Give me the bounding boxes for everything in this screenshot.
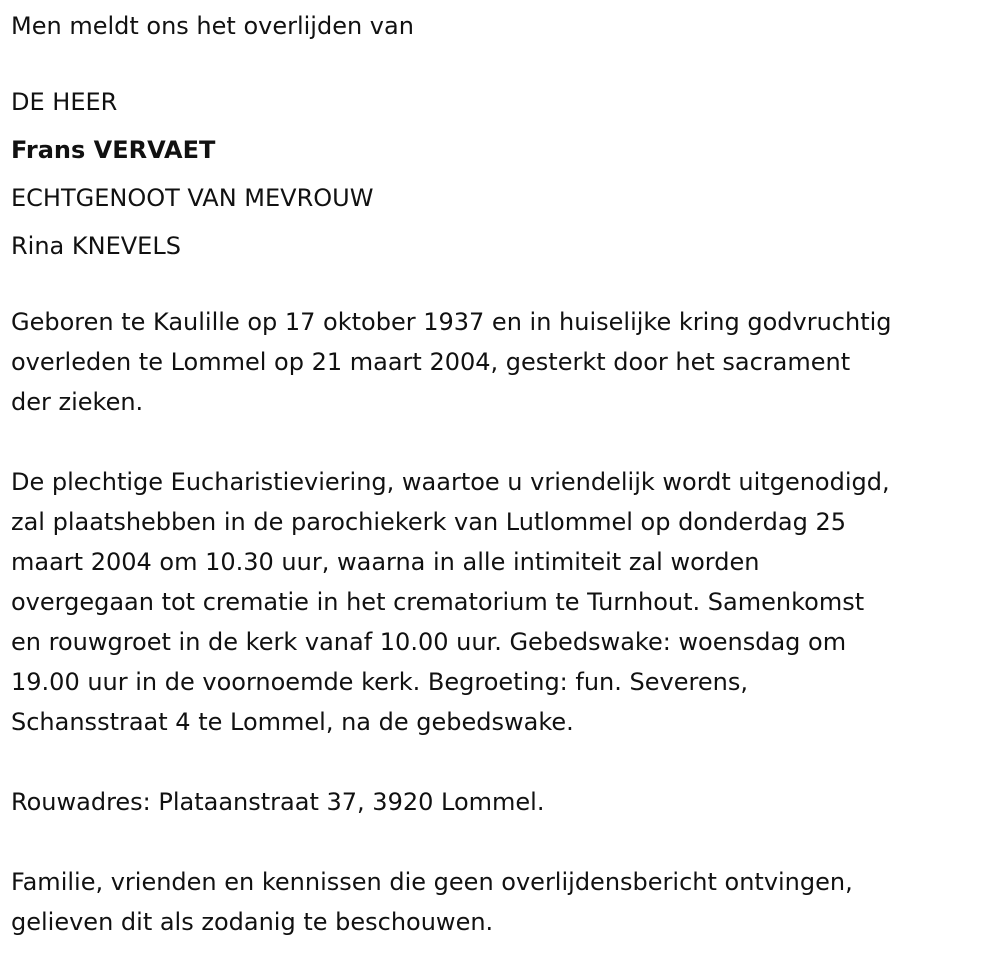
title-prefix: DE HEER <box>11 88 118 116</box>
address-paragraph <box>11 782 996 822</box>
ceremony-line: De plechtige Eucharistieviering, waartoe u vriendelijk wordt uitgenodigd, <box>11 468 890 496</box>
spacer <box>11 270 1000 302</box>
deceased-name: Frans VERVAET <box>11 136 216 164</box>
birth-line: Geboren te Kaulille op 17 oktober 1937 en in huiselijke kring godvruchtig <box>11 308 892 336</box>
closing-paragraph <box>11 862 996 942</box>
intro-line: Men meldt ons het overlijden van <box>11 12 414 40</box>
closing-line: Familie, vrienden en kennissen die geen overlijdensbericht ontvingen, <box>11 868 853 896</box>
birth-paragraph <box>11 302 996 422</box>
ceremony-line: zal plaatshebben in de parochiekerk van Lutlommel op donderdag 25 <box>11 508 846 536</box>
spouse-label: ECHTGENOOT VAN MEVROUW <box>11 184 374 212</box>
spacer <box>11 422 1000 462</box>
ceremony-paragraph <box>11 462 996 742</box>
closing-line: gelieven dit als zodanig te beschouwen. <box>11 908 494 936</box>
spacer <box>11 742 1000 782</box>
ceremony-line: overgegaan tot crematie in het crematorium te Turnhout. Samenkomst <box>11 588 865 616</box>
ceremony-line: Schansstraat 4 te Lommel, na de gebedswake. <box>11 708 574 736</box>
spacer <box>11 822 1000 862</box>
ceremony-line: 19.00 uur in de voornoemde kerk. Begroeting: fun. Severens, <box>11 668 748 696</box>
birth-line: der zieken. <box>11 388 144 416</box>
spouse-name: Rina KNEVELS <box>11 232 181 260</box>
address-line: Rouwadres: Plataanstraat 37, 3920 Lommel. <box>11 788 545 816</box>
ceremony-line: maart 2004 om 10.30 uur, waarna in alle intimiteit zal worden <box>11 548 760 576</box>
ceremony-line: en rouwgroet in de kerk vanaf 10.00 uur. Gebedswake: woensdag om <box>11 628 847 656</box>
spacer <box>11 46 1000 78</box>
birth-line: overleden te Lommel op 21 maart 2004, gesterkt door het sacrament <box>11 348 851 376</box>
